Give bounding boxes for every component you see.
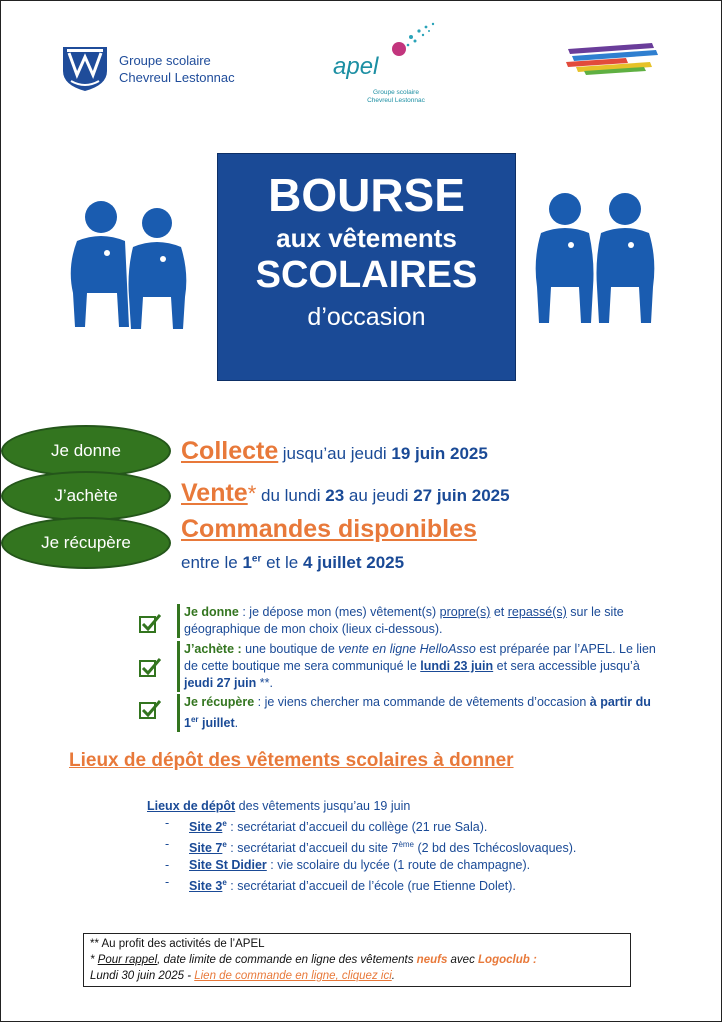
detail-recupere-label: Je récupère — [184, 695, 255, 709]
note-mid: , date limite de commande en ligne des vêtements — [157, 954, 417, 966]
detail-je-donne — [177, 604, 658, 638]
commandes-label: Commandes disponibles — [181, 515, 477, 543]
detail-je-recupere — [177, 694, 658, 732]
commandes-sup: er — [251, 553, 262, 565]
checkbox-checked-icon — [139, 657, 161, 677]
site-name: Site 3 — [189, 879, 223, 894]
commandes-line — [181, 515, 477, 544]
detail-achete-i1: vente en ligne HelloAsso — [338, 642, 476, 656]
collecte-text: jusqu’au jeudi — [282, 444, 392, 463]
note-avec: avec — [447, 954, 479, 966]
note-line3 — [90, 968, 624, 984]
footnote-box — [83, 933, 631, 987]
detail-donne-t3: sur le site géographique de mon choix (lieux ci-dessous). — [184, 605, 624, 636]
detail-recupere-sup: er — [190, 715, 199, 724]
order-link[interactable]: Lien de commande en ligne, cliquez ici — [194, 970, 392, 982]
vente-text2: au jeudi — [344, 486, 414, 505]
commandes-dates — [181, 553, 404, 573]
detail-achete-t2: est préparée par l’APEL. Le lien de cette boutique me sera communiqué le — [184, 642, 656, 673]
detail-recupere-b1: à partir du 1 — [184, 695, 651, 731]
note-neufs: neufs — [416, 954, 448, 966]
list-item — [147, 815, 667, 836]
detail-recupere-t2: . — [234, 716, 239, 731]
commandes-d2: 4 juillet 2025 — [302, 553, 405, 572]
checkbox-checked-icon — [139, 699, 161, 719]
site-desc2: (2 bd des Tchécoslovaques). — [414, 841, 577, 856]
title-banner — [217, 153, 516, 381]
apel-wordmark: apel — [333, 53, 379, 80]
list-item — [147, 857, 667, 874]
vente-star: * — [247, 481, 257, 506]
site-name: Site St Didier — [189, 858, 267, 873]
vente-d2: 27 juin 2025 — [413, 486, 510, 505]
site-desc: : secrétariat d’accueil du collège (21 rue Sala). — [226, 820, 488, 835]
students-silhouette-icon-right — [533, 187, 661, 327]
note-pre: * — [90, 954, 98, 966]
pill-j-achete: J’achète — [1, 471, 171, 521]
detail-donne-t2: et — [490, 605, 508, 619]
site-sup: e — [222, 878, 227, 888]
pill-je-donne: Je donne — [1, 425, 171, 477]
site-sup2: ème — [398, 840, 414, 850]
vente-label: Vente — [181, 479, 248, 507]
pill-je-recupere: Je récupère — [1, 517, 171, 569]
banner-line4: d’occasion — [307, 303, 426, 331]
detail-achete-b2: jeudi 27 juin — [184, 676, 257, 690]
detail-donne-label: Je donne — [184, 605, 239, 619]
note-line2 — [90, 952, 624, 968]
note-logo: Logoclub : — [478, 954, 537, 966]
detail-donne-t1: : je dépose mon (mes) vêtement(s) — [238, 605, 440, 619]
site-desc: : vie scolaire du lycée (1 route de champagne). — [266, 858, 531, 873]
list-item — [147, 836, 667, 857]
lieux-intro-rest: des vêtements jusqu’au 19 juin — [235, 799, 411, 813]
site-name: Site 7 — [189, 841, 223, 856]
list-item — [147, 874, 667, 895]
note-u: Pour rappel — [97, 954, 158, 966]
banner-line2: aux vêtements — [276, 223, 457, 253]
note-date: Lundi 30 juin 2025 - — [90, 970, 195, 982]
vente-text1: du lundi — [256, 486, 326, 505]
banner-line1: BOURSE — [268, 169, 465, 221]
school-name-line2: Chevreul Lestonnac — [119, 70, 235, 85]
students-silhouette-icon — [67, 197, 191, 331]
commandes-d1: 1 — [242, 553, 252, 572]
site-desc: : secrétariat d’accueil du site 7 — [226, 841, 399, 856]
logoclub-stripes-icon — [566, 41, 660, 77]
vente-line — [181, 479, 510, 508]
detail-recupere-t1: : je viens chercher ma commande de vêtements d’occasion — [254, 695, 590, 709]
detail-achete-t4: **. — [256, 676, 273, 690]
apel-sub-line1: Groupe scolaire — [373, 89, 419, 96]
apel-dandelion-icon — [381, 19, 443, 63]
banner-line3: SCOLAIRES — [255, 254, 478, 296]
lieux-intro-bold: Lieux de dépôt — [147, 799, 236, 813]
collecte-date: 19 juin 2025 — [391, 444, 488, 463]
note-line1: ** Au profit des activités de l’APEL — [90, 938, 265, 950]
detail-achete-t3: et sera accessible jusqu’à — [493, 659, 640, 673]
vente-d1: 23 — [325, 486, 345, 505]
detail-donne-u2: repassé(s) — [507, 605, 567, 619]
detail-achete-t1: une boutique de — [241, 642, 339, 656]
checkbox-checked-icon — [139, 613, 161, 633]
lieux-intro — [147, 798, 667, 815]
school-crest-icon — [59, 41, 111, 93]
detail-recupere-b2: juillet — [198, 716, 235, 731]
apel-sub-line2: Chevreul Lestonnac — [367, 97, 425, 104]
collecte-label: Collecte — [181, 437, 279, 465]
commandes-text1: entre le — [181, 553, 243, 572]
section-title: Lieux de dépôt des vêtements scolaires à donner — [69, 750, 514, 771]
collecte-line — [181, 437, 488, 466]
detail-achete-b1: lundi 23 juin — [420, 659, 494, 673]
note-end: . — [391, 970, 395, 982]
detail-donne-u1: propre(s) — [439, 605, 491, 619]
detail-j-achete — [177, 641, 658, 692]
site-sup: e — [222, 819, 227, 828]
site-desc: : secrétariat d’accueil de l’école (rue Etienne Dolet). — [226, 879, 516, 894]
school-name-line1: Groupe scolaire — [119, 53, 211, 68]
lieux-list — [147, 798, 667, 895]
site-name: Site 2 — [189, 820, 223, 835]
site-sup: e — [222, 840, 227, 850]
detail-achete-label: J’achète : — [184, 642, 242, 656]
commandes-text2: et le — [261, 553, 303, 572]
